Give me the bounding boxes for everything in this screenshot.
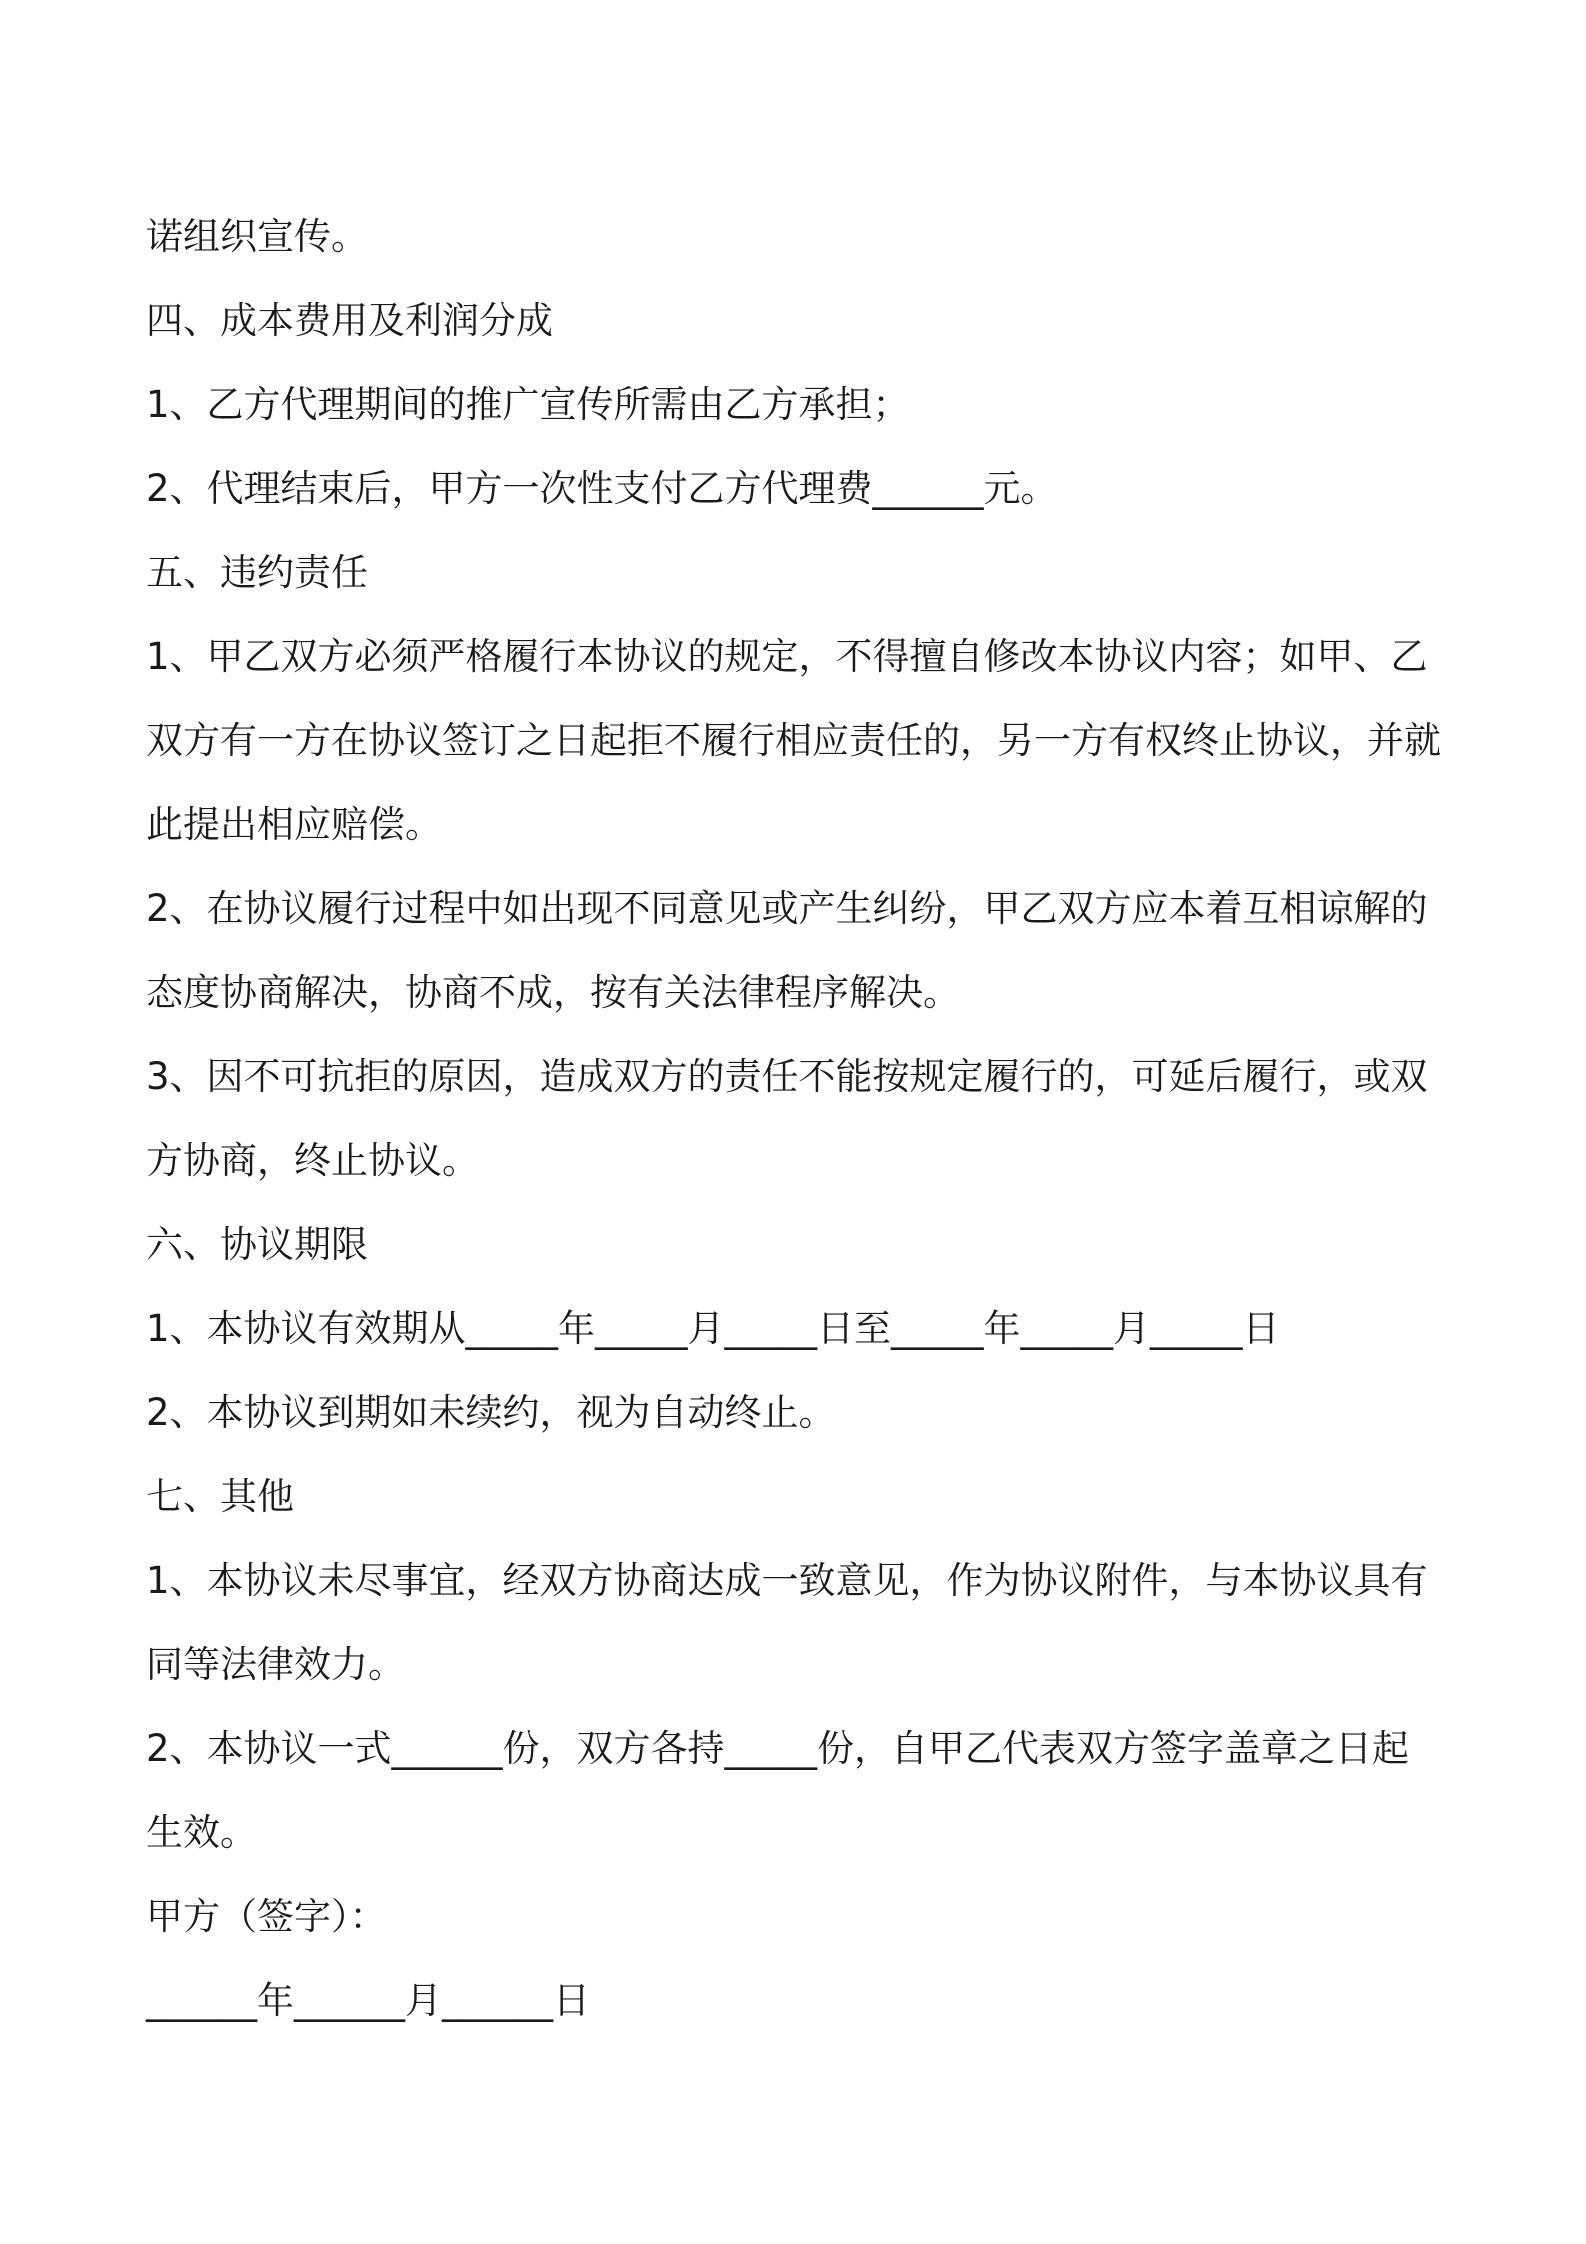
text-line: 1、乙方代理期间的推广宣传所需由乙方承担；: [146, 383, 910, 426]
section-heading-cost-profit: 四、成本费用及利润分成: [146, 299, 553, 342]
text-line: 2、代理结束后，甲方一次性支付乙方代理费______元。: [146, 467, 1058, 510]
text-line: 2、本协议到期如未续约，视为自动终止。: [146, 1391, 836, 1434]
text-line: 2、本协议一式______份，双方各持_____份，自甲乙代表双方签字盖章之日起: [146, 1727, 1410, 1770]
section-heading-term: 六、协议期限: [146, 1223, 368, 1266]
text-line: 方协商，终止协议。: [146, 1139, 479, 1182]
signature-label-party-a: 甲方（签字）：: [146, 1895, 387, 1938]
signature-date-line: ______年______月______日: [146, 1979, 590, 2022]
text-line: 同等法律效力。: [146, 1643, 405, 1686]
section-heading-breach: 五、违约责任: [146, 551, 368, 594]
text-line: 1、甲乙双方必须严格履行本协议的规定，不得擅自修改本协议内容；如甲、乙: [146, 635, 1428, 678]
text-line: 3、因不可抗拒的原因，造成双方的责任不能按规定履行的，可延后履行，或双: [146, 1055, 1428, 1098]
text-line: 态度协商解决，协商不成，按有关法律程序解决。: [146, 971, 960, 1014]
section-heading-other: 七、其他: [146, 1475, 294, 1518]
document-body: [146, 195, 1454, 2043]
text-line: 2、在协议履行过程中如出现不同意见或产生纠纷，甲乙双方应本着互相谅解的: [146, 887, 1428, 930]
text-line: 1、本协议未尽事宜，经双方协商达成一致意见，作为协议附件，与本协议具有: [146, 1559, 1428, 1602]
text-line: 生效。: [146, 1811, 257, 1854]
text-line: 1、本协议有效期从_____年_____月_____日至_____年_____月_____日: [146, 1307, 1280, 1350]
text-line: 此提出相应赔偿。: [146, 803, 442, 846]
text-line: 诺组织宣传。: [146, 215, 368, 258]
text-line: 双方有一方在协议签订之日起拒不履行相应责任的，另一方有权终止协议，并就: [146, 719, 1441, 762]
